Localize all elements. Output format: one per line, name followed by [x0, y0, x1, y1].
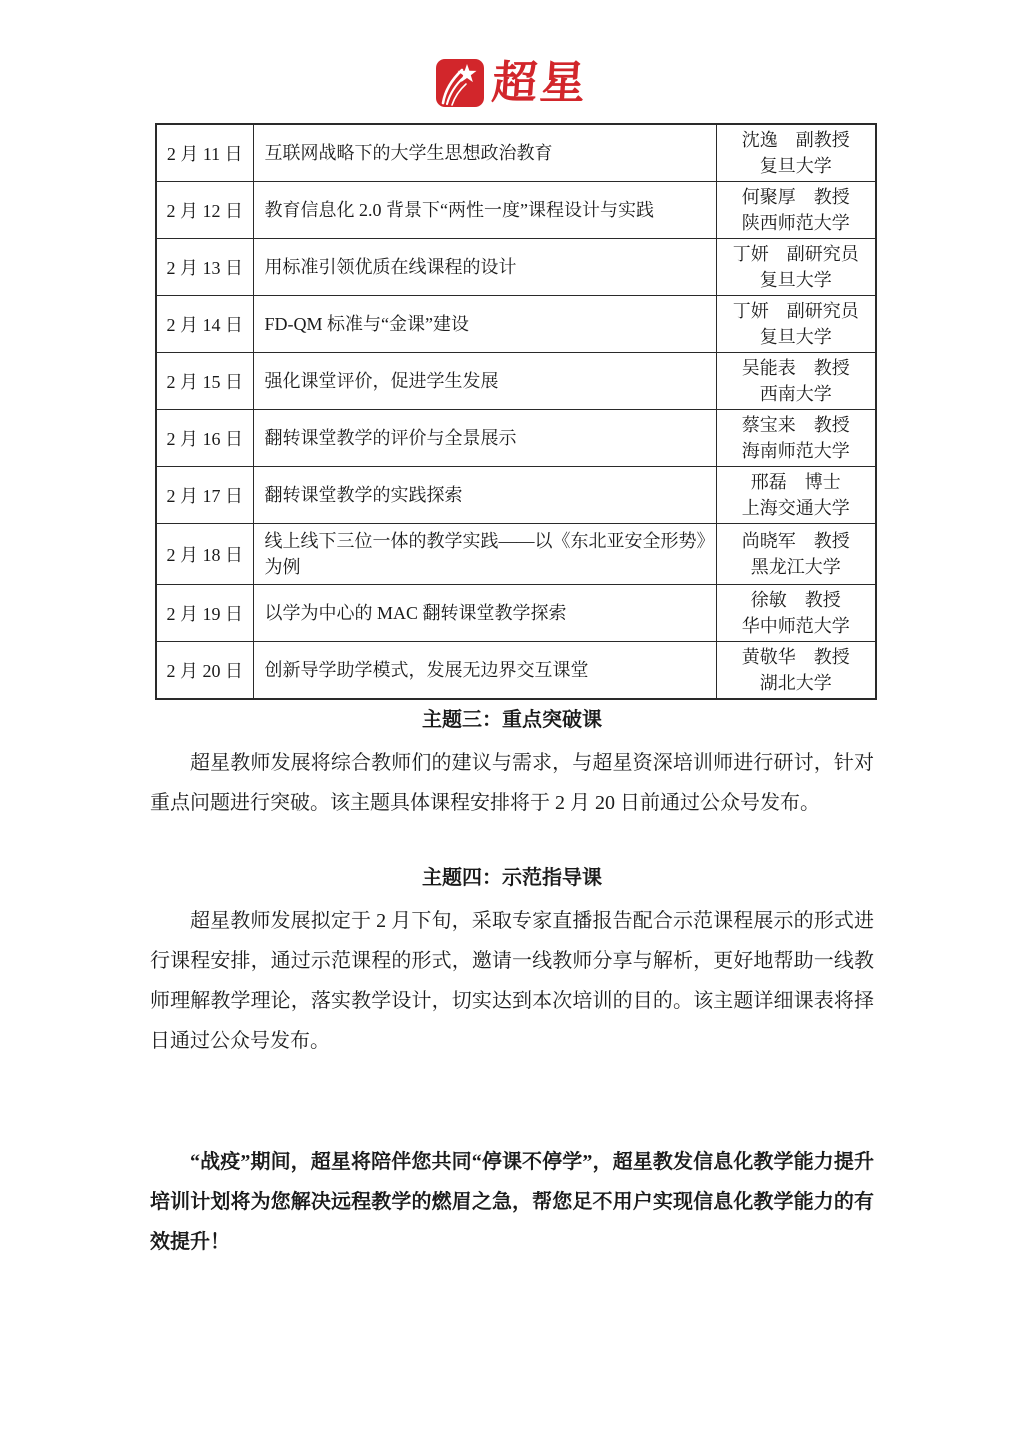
date-cell: 2 月 13 日 [156, 239, 253, 296]
course-cell: 线上线下三位一体的教学实践——以《东北亚安全形势》为例 [253, 524, 716, 585]
instructor-cell [716, 296, 876, 353]
schedule-table [155, 123, 877, 700]
date-cell: 2 月 17 日 [156, 467, 253, 524]
instructor-name: 沈逸 副教授 [741, 130, 850, 150]
section-body-topic3: 超星教师发展将综合教师们的建议与需求，与超星资深培训师进行研讨，针对重点问题进行突破。该主题具体课程安排将于 2 月 20 日前通过公众号发布。 [150, 752, 874, 814]
instructor-cell [716, 467, 876, 524]
course-cell: FD-QM 标准与“金课”建设 [253, 296, 716, 353]
table-row [156, 182, 876, 239]
instructor-affiliation: 海南师范大学 [741, 441, 850, 461]
instructor-name: 黄敬华 教授 [741, 647, 850, 667]
instructor-name: 丁妍 副研究员 [732, 244, 859, 264]
date-cell: 2 月 18 日 [156, 524, 253, 585]
instructor-affiliation: 华中师范大学 [741, 616, 850, 636]
text-sections [150, 668, 874, 1262]
table-row [156, 296, 876, 353]
table-row [156, 585, 876, 642]
section-body-topic4: 超星教师发展拟定于 2 月下旬，采取专家直播报告配合示范课程展示的形式进行课程安排，通过示范课程的形式，邀请一线教师分享与解析，更好地帮助一线教师理解教学理论，落实教学设计，切实达到本次培训的目的。该主题详细课表将择日通过公众号发布。 [150, 910, 874, 1052]
instructor-affiliation: 复旦大学 [759, 156, 832, 176]
table-row [156, 410, 876, 467]
course-cell: 教育信息化 2.0 背景下“两性一度”课程设计与实践 [253, 182, 716, 239]
instructor-affiliation: 上海交通大学 [741, 498, 850, 518]
table-row [156, 239, 876, 296]
date-cell: 2 月 19 日 [156, 585, 253, 642]
date-cell: 2 月 16 日 [156, 410, 253, 467]
chaoxing-logo [0, 58, 1024, 108]
section-heading-topic4: 主题四：示范指导课 [422, 867, 602, 889]
date-cell: 2 月 11 日 [156, 124, 253, 182]
instructor-cell [716, 353, 876, 410]
course-cell: 翻转课堂教学的评价与全景展示 [253, 410, 716, 467]
date-cell: 2 月 12 日 [156, 182, 253, 239]
section-heading-topic3: 主题三：重点突破课 [422, 709, 602, 731]
course-cell: 强化课堂评价，促进学生发展 [253, 353, 716, 410]
instructor-affiliation: 陕西师范大学 [741, 213, 850, 233]
table-row [156, 524, 876, 585]
course-cell: 以学为中心的 MAC 翻转课堂教学探索 [253, 585, 716, 642]
course-cell: 用标准引领优质在线课程的设计 [253, 239, 716, 296]
chaoxing-star-logo-icon [435, 58, 485, 108]
instructor-affiliation: 西南大学 [759, 384, 832, 404]
logo-wordmark: 超星 [490, 58, 591, 108]
table-row [156, 467, 876, 524]
table-row [156, 124, 876, 182]
closing-paragraph: “战疫”期间，超星将陪伴您共同“停课不停学”，超星教发信息化教学能力提升培训计划将为您解决远程教学的燃眉之急，帮您足不用户实现信息化教学能力的有效提升！ [150, 1151, 874, 1253]
course-cell: 互联网战略下的大学生思想政治教育 [253, 124, 716, 182]
instructor-name: 尚晓军 教授 [741, 531, 850, 551]
instructor-affiliation: 复旦大学 [759, 327, 832, 347]
instructor-affiliation: 黑龙江大学 [750, 557, 841, 577]
instructor-affiliation: 湖北大学 [759, 673, 832, 693]
instructor-name: 吴能表 教授 [741, 358, 850, 378]
instructor-cell [716, 524, 876, 585]
instructor-cell [716, 239, 876, 296]
instructor-name: 丁妍 副研究员 [732, 301, 859, 321]
instructor-name: 何聚厚 教授 [741, 187, 850, 207]
instructor-name: 徐敏 教授 [750, 590, 841, 610]
date-cell: 2 月 14 日 [156, 296, 253, 353]
instructor-cell [716, 585, 876, 642]
course-cell: 创新导学助学模式，发展无边界交互课堂 [253, 642, 716, 700]
date-cell: 2 月 20 日 [156, 642, 253, 700]
date-cell: 2 月 15 日 [156, 353, 253, 410]
instructor-cell [716, 182, 876, 239]
instructor-affiliation: 复旦大学 [759, 270, 832, 290]
instructor-cell [716, 124, 876, 182]
instructor-name: 蔡宝来 教授 [741, 415, 850, 435]
instructor-cell [716, 410, 876, 467]
table-row [156, 353, 876, 410]
instructor-name: 邢磊 博士 [750, 472, 841, 492]
course-cell: 翻转课堂教学的实践探索 [253, 467, 716, 524]
